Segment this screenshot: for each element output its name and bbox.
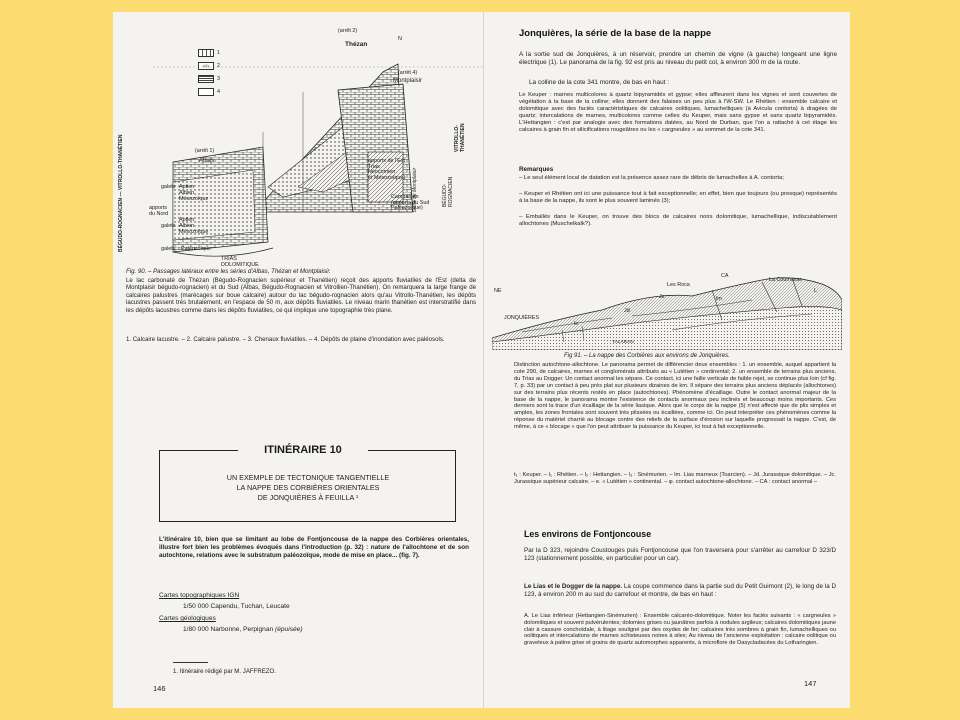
la-coumasse-label: La Coumasse	[769, 277, 803, 283]
lias-text: La coupe commence dans la partie sud du Petit Guimont (2), le long de la D 123, à environ 200 m au sud du carrefour et montre, de bas en haut :	[524, 583, 837, 598]
page-number-left: 146	[153, 684, 166, 693]
cross-section-drawing	[113, 12, 483, 272]
fig90-caption-body: Le lac carbonaté de Thézan (Bégudo-Rognacien supérieur et Thanétien) reçoit des apports fluviatiles de l'Est (delta de Montplaisir bégudo-rognacien) et du Sud (Albas, Bégudo-Rognacien et Vitrollien-Thanétien). On remarquera la large frange de calcaires palustres (marécages sur boue calcaire) autour du lac bégudo-rognacien alors qu'au Vitrollo-Thanétien, les dépôts lacustres passent très brutalement, en l'espace de 50 m, aux dépôts fluviatiles. Le niveau marin thanétien est interstratifié dans les dépôts lacustres comme dans les dépôts fluviatiles, ce qui implique une topographie très plane.	[126, 277, 476, 314]
lm-label: lm	[716, 296, 722, 302]
montplaisir-label: Montplaisir	[393, 78, 423, 84]
delta-montplaisir-label: Delta de Montplaisir	[412, 167, 418, 212]
aptien-1: Aptien	[179, 184, 195, 190]
campanien-label: Campanien (apports du Sud Paléozoïque)	[391, 194, 430, 212]
cartes-geo-line	[183, 626, 303, 633]
talaran-label: TALARAN	[612, 340, 634, 345]
section-title-fontjoncouse: Les environs de Fontjoncouse	[524, 529, 652, 539]
apports-est-label: apports de l'Est Trias Néocomien et Mésozoïque)	[368, 158, 406, 181]
left-rotated-series-label: BÉGUDO-ROGNACIEN — VITROLLO-THANÉTIEN	[118, 134, 124, 252]
l-label: L	[814, 288, 817, 294]
legend-number-3: 3	[217, 76, 220, 82]
le-label: le	[574, 321, 579, 327]
albas-stop-label: (arrêt 1)	[195, 148, 215, 154]
apports-nord-label: apports du Nord	[149, 205, 169, 217]
left-page	[113, 12, 483, 708]
right-page	[483, 12, 850, 708]
thezan-label: Thézan	[345, 41, 368, 48]
mesozoique-1: Mésozoïque	[179, 196, 209, 202]
itineraire-line-1: UN EXEMPLE DE TECTONIQUE TANGENTIELLE	[226, 473, 390, 482]
fig91-legend: t₁ : Keuper. – l₁ : Rhétien. – l₂ : Hettangien. – l₃ : Sinémurien. – lm. Lias marneux (Toarcien). – Jd. Jurassique dolomitique. – Jc. Jurassique supérieur calcaire. – e. « Lutétien » continental. – φ. contact autochtone-allochtone. – CA : contact anormal –	[514, 472, 836, 485]
thezan-stop-label: (arrêt 2)	[338, 28, 358, 34]
itineraire-line-2: LA NAPPE DES CORBIÈRES ORIENTALES	[236, 483, 380, 492]
mesozoique-2: Mésozoïque	[179, 229, 209, 235]
lias-inferieur-paragraph: A. Le Lias inférieur (Hettangien-Sinémurien) : Ensemble calcaréo-dolomitique. Noter les faciès suivants : « cargneules » dolomitiques et souvent pulvérulentes; dolomies grises ou jaunâtres parfois à nodules argileux; calcaires dolomitiques jaune clair à cassure conchoïdale, à litage souligné par des oxydes de fer; calcaires très sombres à grain fin, lumachelliques ou oolitiques et intercalations de marnes schisteuses noires à silex; Au niveau de l'ancienne exploitation : calcaire oolitique ou graveleux à patine grise et grains de quartz automorphes apparents, à microflore de Dasycladacées du Lotharingien.	[524, 613, 836, 647]
footnote-rule	[173, 662, 208, 663]
ca-label: CA	[721, 273, 729, 279]
begudo-rognacien-label: BÉGUDO- ROGNACIEN	[442, 176, 454, 207]
legend-number-2: 2	[217, 63, 220, 69]
itineraire-title: ITINÉRAIRE 10	[238, 442, 368, 458]
fig90-caption-legend: 1. Calcaire lacustre. – 2. Calcaire palustre. – 3. Chenaux fluviatiles. – 4. Dépôts de plaine d'inondation avec paléosols.	[126, 336, 445, 343]
section-title-jonquieres: Jonquières, la série de la base de la nappe	[519, 28, 712, 39]
fontjoncouse-paragraph: Par la D 323, rejoindre Coustouges puis Fontjoncouse que l'on traversera pour s'arrêter au carrefour D 323/D 123 (stationnement possible, en particulier pour un car).	[524, 547, 836, 562]
albas-label: Albas	[199, 158, 215, 164]
keuper-paragraph: Le Keuper : marnes multicolores à quartz bipyramidés et gypse; elles affleurent dans les vignes et sont couvertes de végétation à la base de la colline; elles donnent des falaises un peu plus à l'W-SW. Le Rhétien : ensemble calcaire et dolomitique avec des faciès caractéristiques de calcaires oolitiques, lumachelliques (à Avicula contorta) à dragées de quartz; intercalations de marnes, multicolores comme celles du Keuper, mais sans gypse et sans quartz bipyramidés. L'Hettangien : c'est par analogie avec des formations datées, au Nord de Durban, que l'on a rattaché à cet étage les calcaires à grain fin et silicifications rougeâtres ou les « cargneules » au sommet de la cote 341.	[519, 92, 837, 133]
itineraire-intro: L'itinéraire 10, bien que se limitant au lobe de Fontjoncouse de la nappe des Corbières orientales, illustre fort bien les problèmes évoqués dans l'introduction (p. 32) : nature de l'allochtone et de son autochtone, relations avec le substratum paléozoïque, mode de mise en place... (fig. 7).	[159, 536, 469, 559]
trias-label: TRIAS DOLOMITIQUE	[221, 256, 259, 268]
cartes-topo-value: 1/50 000 Capendu, Tuchan, Leucate	[183, 603, 290, 610]
galets-label-2: galets	[161, 223, 176, 229]
montplaisir-stop-label: (arrêt 4)	[398, 70, 418, 76]
albien-1: Albien	[179, 190, 194, 196]
fig91-body: Distinction autochtone-allochtone. Le panorama permet de différencier deux ensembles : 1. un ensemble, auquel appartient la cote 290, de calcaires, marnes et conglomérats attribués au « Lutétien » continental; 2. un ensemble de terrains plus anciens, du Trias au Dogger. Un contact anormal les sépare. Ce contact, ici une faille verticale de faible rejet, se continue plus loin (cf fig. 7, p. 33) par un contact à peu près plat sur plusieurs dizaines de km. Il sépare des terrains plus anciens déplacés (allochtones) sur des terrains plus récents restés en place (autochtones). Phénomène d'écaillage. Outre le contact anormal majeur de la base de la nappe, le panorama montre l'existence de contacts anormaux peu inclinés et beaucoup moins importants. Ces derniers sont la trace d'un écaillage de la série liasique. Alors que le corps de la nappe (5) n'est affecté que de plis simples et amples, les zones frontales sont souvent très plissées ou écaillées, comme ici. On peut interpréter ces phénomènes comme la réponse du matériel charrié au blocage contre des reliefs de la surface d'érosion sur laquelle progressait la nappe. C'est, de même, à ce « blocage » que l'on peut attribuer la puissance du Keuper, ici tout à fait exceptionnelle.	[514, 362, 836, 431]
legend-number-1: 1	[217, 50, 220, 56]
remarque-3: – Emballés dans le Keuper, on trouve des blocs de calcaires noirs dolomitique, lumachellique, indiscutablement allochtones (Muschelkalk?).	[519, 214, 837, 227]
albien-2: Albien	[179, 223, 194, 229]
cartes-geo-value: 1/80 000 Narbonne, Perpignan	[183, 626, 274, 633]
aptien-series-2	[179, 217, 208, 235]
galets-label-1: galets	[161, 184, 176, 190]
fig91-title: Fig 91. – La nappe des Corbières aux environs de Jonquières.	[564, 353, 730, 359]
fig90-caption-title: Fig. 90. – Passages latéraux entre les séries d'Albas, Thézan et Montplaisir.	[126, 268, 331, 275]
remarque-2: – Keuper et Rhétien ont ici une puissance tout à fait exceptionnelle; en effet, bien que toujours (ou presque) représentés à la base de la nappe, ils sont le plus souvent laminés (3);	[519, 191, 837, 204]
aptien-series-1	[179, 184, 208, 202]
intro-paragraph: A la sortie sud de Jonquières, à un réservoir, prendre un chemin de vigne (à gauche) longeant une ligne électrique (1). Le panorama de la fig. 92 est pris au niveau du petit col, à environ 300 m de la route.	[519, 51, 837, 66]
jd-label: Jd	[624, 308, 630, 314]
lias-paragraph	[524, 583, 836, 599]
legend-number-4: 4	[217, 89, 220, 95]
vitrollo-thanetien-label: VITROLLO- THANÉTIEN	[454, 123, 466, 152]
page-number-right: 147	[804, 679, 817, 688]
footnote: 1. Itinéraire rédigé par M. JAFFREZO.	[173, 668, 276, 675]
legend-swatch-2: (cl)	[198, 62, 214, 70]
cartes-geo-title: Cartes géologiques	[159, 615, 216, 622]
itineraire-line-3: DE JONQUIÈRES À FEUILLA ¹	[257, 493, 359, 502]
cartes-topo-title: Cartes topographiques IGN	[159, 592, 240, 599]
galets-paleozoique-label: Paléozoïque	[181, 246, 211, 252]
colline-paragraph: La colline de la cote 341 montre, de bas en haut :	[529, 79, 669, 86]
north-label: N	[398, 36, 402, 42]
jonquieres-label: JONQUIÈRES	[504, 315, 540, 321]
remarque-1: – Le seul élément local de datation est la présence assez rare de débris de lumachelles à A. contorta;	[519, 175, 784, 181]
les-roca-label: Les Roca	[667, 282, 690, 288]
galets-label-3: galets	[161, 246, 176, 252]
panorama-ne-label: NE	[494, 288, 502, 294]
aptien-2: Aptien	[179, 217, 195, 223]
scanned-book-spread	[113, 12, 850, 708]
cartes-geo-note: (épuisée)	[275, 626, 303, 633]
jc-label: Jc	[659, 294, 665, 300]
remarques-title: Remarques	[519, 166, 554, 173]
lias-title: Le Lias et le Dogger de la nappe.	[524, 583, 623, 590]
